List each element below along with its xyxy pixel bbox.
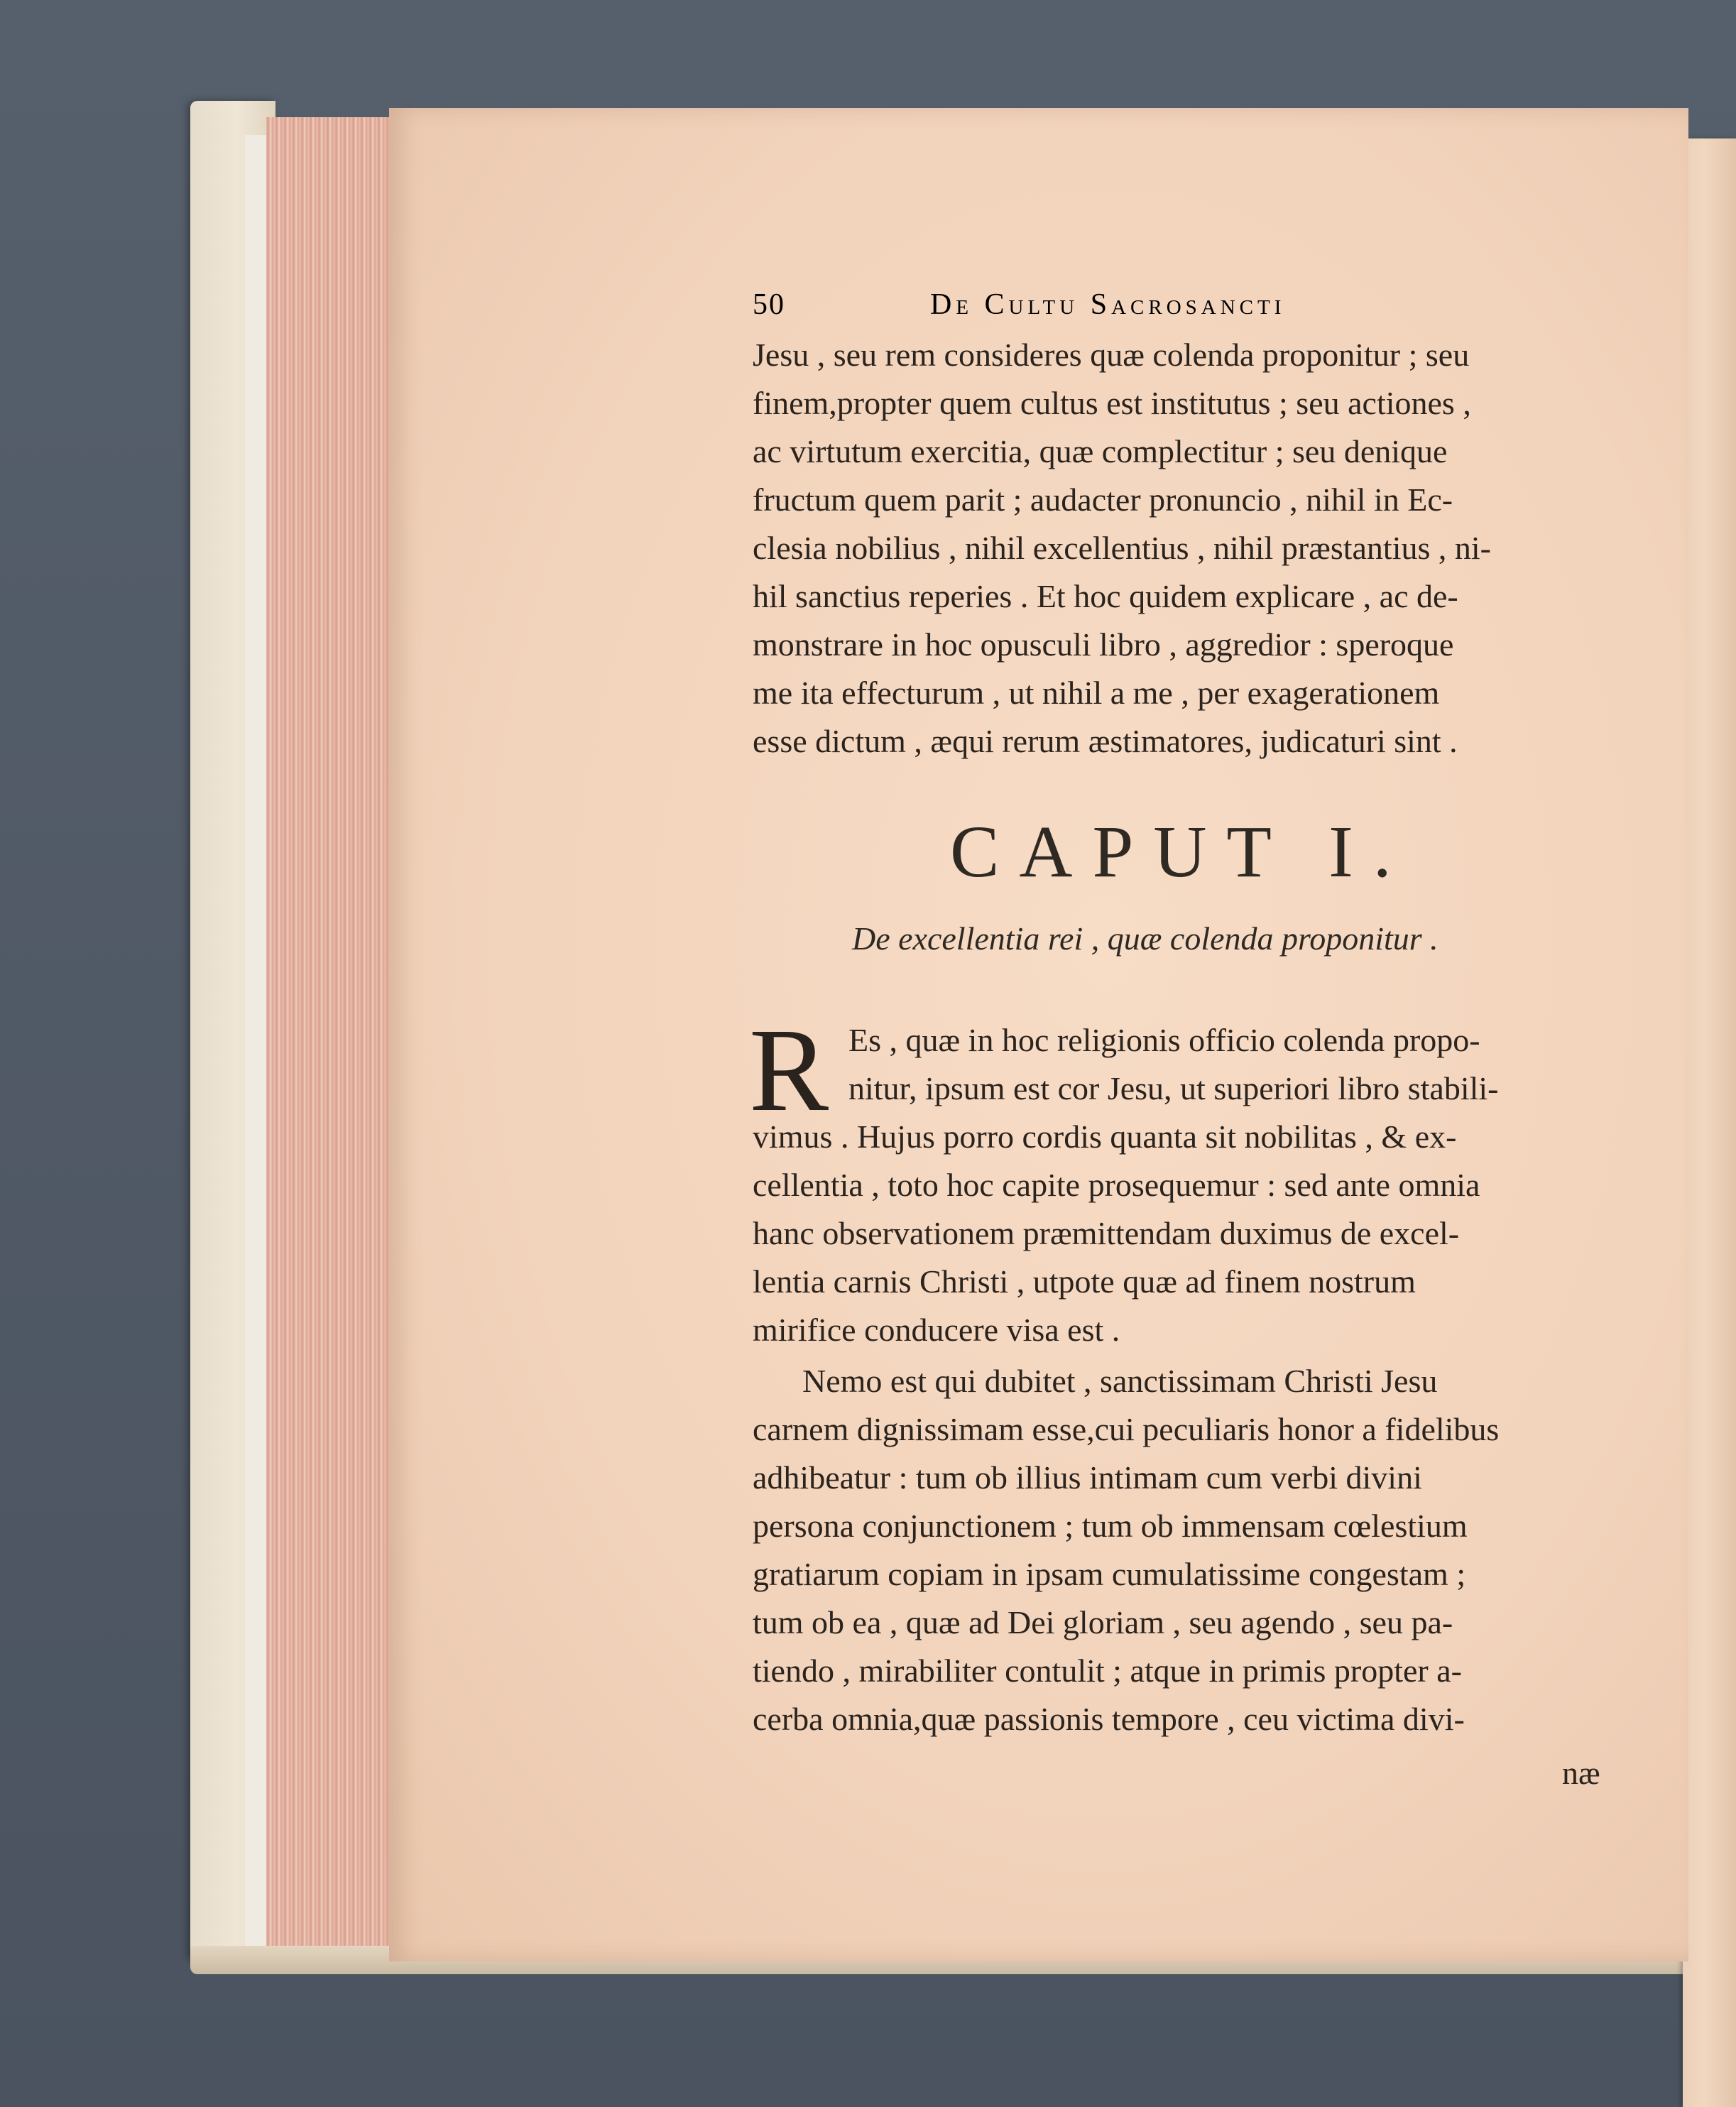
text-line: hil sanctius reperies . Et hoc quidem explicare , ac de- [753, 578, 1458, 614]
catchword: næ [1562, 1755, 1600, 1791]
text-line: cellentia , toto hoc capite prosequemur : sed ante omnia [753, 1167, 1480, 1203]
text-line: cerba omnia,quæ passionis tempore , ceu victima divi- [753, 1701, 1465, 1737]
running-title: De Cultu Sacrosancti [930, 288, 1286, 321]
text-line: adhibeatur : tum ob illius intimam cum verbi divini [753, 1459, 1422, 1496]
facing-page-edge [1683, 138, 1736, 2107]
text-line: tum ob ea , quæ ad Dei gloriam , seu agendo , seu pa- [753, 1604, 1453, 1640]
chapter-heading: CAPUT I. [950, 811, 1412, 893]
page-edges-red [266, 117, 391, 1960]
running-head [753, 288, 1619, 330]
text-line: me ita effecturum , ut nihil a me , per exagerationem [753, 675, 1440, 711]
text-line: fructum quem parit ; audacter pronuncio , nihil in Ec- [753, 481, 1453, 518]
text-line: Nemo est qui dubitet , sanctissimam Christi Jesu [802, 1363, 1438, 1399]
text-line: nitur, ipsum est cor Jesu, ut superiori libro stabili- [848, 1070, 1499, 1106]
text-line: clesia nobilius , nihil excellentius , nihil præstantius , ni- [753, 530, 1491, 566]
chapter-subtitle: De excellentia rei , quæ colenda proponitur . [852, 920, 1439, 957]
text-line: tiendo , mirabiliter contulit ; atque in primis propter a- [753, 1653, 1462, 1689]
text-line: esse dictum , æqui rerum æstimatores, judicaturi sint . [753, 723, 1458, 759]
text-line: Jesu , seu rem consideres quæ colenda proponitur ; seu [753, 337, 1470, 373]
text-line: finem,propter quem cultus est institutus ; seu actiones , [753, 385, 1471, 421]
drop-cap: R [749, 1004, 829, 1136]
text-line: vimus . Hujus porro cordis quanta sit nobilitas , & ex- [753, 1118, 1457, 1155]
text-line: monstrare in hoc opusculi libro , aggredior : speroque [753, 626, 1454, 663]
text-line: personа conjunctionem ; tum ob immensam cœlestium [753, 1508, 1468, 1544]
text-line: hanc observationem præmittendam duximus de excel- [753, 1215, 1460, 1251]
text-line: ac virtutum exercitia, quæ complectitur ; seu denique [753, 433, 1448, 469]
text-line: mirifice conducere visa est . [753, 1312, 1120, 1348]
text-line: lentia carnis Christi , utpote quæ ad finem nostrum [753, 1263, 1416, 1300]
text-line: Es , quæ in hoc religionis officio colenda propo- [848, 1022, 1480, 1058]
text-line: carnem dignissimam esse,cui peculiaris honor a fidelibus [753, 1411, 1500, 1447]
page-number: 50 [753, 288, 785, 321]
text-line: gratiarum copiam in ipsam cumulatissime congestam ; [753, 1556, 1466, 1592]
